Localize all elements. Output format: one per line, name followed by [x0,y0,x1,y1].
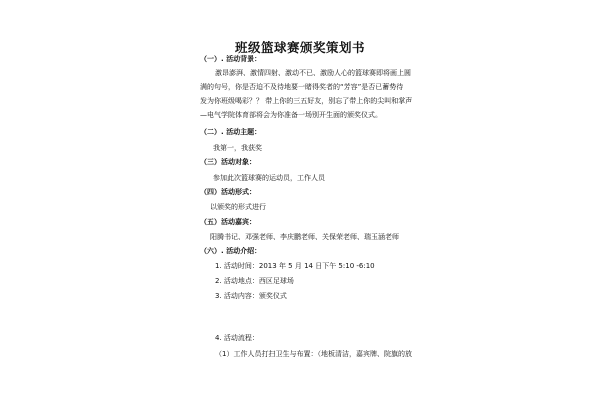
form-line-1: 以颁奖的形式进行 [210,203,266,211]
background-line-3: 发为你班级喝彩？？ 带上你的三五好友，别忘了带上你的尖叫和掌声 [200,97,413,105]
section-heading-guests: （五）活动嘉宾： [200,218,256,226]
theme-line-1: 我第一，我获奖 [213,144,262,152]
guests-line-1: 阳腾书记、邓强老师、李庆鹏老师、关保荣老师、瑞玉涵老师 [210,233,399,241]
section-heading-target: （三）活动对象： [200,158,256,166]
intro-line-3: 3. 活动内容：颁奖仪式 [215,292,287,300]
document-title: 班级篮球赛颁奖策划书 [234,40,365,55]
section-heading-intro: （六）. 活动介绍： [200,247,262,255]
intro-line-1: 1. 活动时间：2013 年 5 月 14 日下午 5:10 -6:10 [215,262,375,270]
section-heading-form: （四）活动形式： [200,188,256,196]
intro-line-5: （1）工作人员打扫卫生与布置：（地板清洁，嘉宾牌、院旗的放 [215,350,412,358]
section-heading-background: （一）. 活动背景： [200,55,262,63]
intro-line-4: 4. 活动流程： [215,334,259,342]
background-line-4: —电气学院体育部将会为你准备一场别开生面的颁奖仪式。 [200,111,382,119]
target-line-1: 参加此次篮球赛的运动员，工作人员 [213,174,325,182]
intro-line-2: 2. 活动地点：西区足球场 [215,277,294,285]
section-heading-theme: （二）. 活动主题： [200,128,262,136]
background-line-1: 激昂澎湃、激情四射、激动不已、激励人心的篮球赛即将画上圆 [215,69,411,77]
background-line-2: 满的句号，你是否迫不及待地要一睹得奖者的“芳容”是否已蓄势待 [200,83,404,91]
